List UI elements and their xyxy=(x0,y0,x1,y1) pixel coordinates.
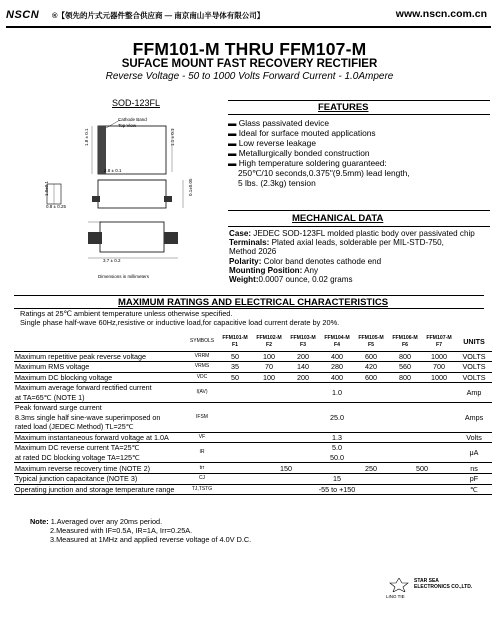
dim-f: 1.0±0.1 xyxy=(44,181,49,196)
feature-solder-2: 5 lbs. (2.3kg) tension xyxy=(238,178,316,188)
row-label: Maximum average forward rectified current at TA=65℃ (NOTE 1) xyxy=(15,383,152,402)
cathode-band-label: Cathode Band xyxy=(118,117,147,122)
part-header: FFM107-M F7 xyxy=(426,334,452,348)
row-symbol: I(AV) xyxy=(196,389,208,396)
cell: 400 xyxy=(331,351,343,361)
cell: 560 xyxy=(399,362,411,372)
unit: Volts xyxy=(466,433,482,443)
mechanical-heading: MECHANICAL DATA xyxy=(292,213,384,224)
row-label: Maximum DC blocking voltage xyxy=(15,372,113,382)
cell: 1.3 xyxy=(332,433,342,443)
unit: μA xyxy=(469,448,479,458)
row-symbol: TJ,TSTG xyxy=(191,485,213,492)
cell: 100 xyxy=(263,372,275,382)
feature-item: ▬ High temperature soldering guaranteed: xyxy=(228,158,387,168)
cell: 200 xyxy=(297,351,309,361)
features-top-rule xyxy=(228,100,490,101)
row-label: Operating junction and storage temperature range xyxy=(15,484,175,494)
cell: 1000 xyxy=(431,372,447,382)
unit: ℃ xyxy=(469,484,479,494)
cell: 150 xyxy=(280,463,292,473)
row-label: Maximum repetitive peak reverse voltage xyxy=(15,351,147,361)
cell: 400 xyxy=(331,372,343,382)
row-label: Peak forward surge current 8.3ms single half sine-wave superimposed on rated load (JEDEC Method) TL=25℃ xyxy=(15,403,161,432)
feature-item: ▬ Low reverse leakage xyxy=(228,138,316,148)
cell: 500 xyxy=(416,463,428,473)
notes: Note: 1.Averaged over any 20ms period. 2.Measured with IF=0.5A, IR=1A, Irr=0.25A. 3.Measured at 1MHz and applied reverse voltage of 4.0V D.C. xyxy=(30,517,252,544)
mech-bottom-rule xyxy=(228,226,490,227)
cell: 420 xyxy=(365,362,377,372)
feature-item: ▬ Metallurgically bonded construction xyxy=(228,148,370,158)
unit: VOLTS xyxy=(462,362,486,372)
cell: -55 to +150 xyxy=(318,484,356,494)
ratings-notes: Ratings at 25℃ ambient temperature unless otherwise specified. Single phase half-wave 60Hz,resistive or inductive load,for capacitive load current derate by 20%. xyxy=(20,309,340,327)
cell: 25.0 xyxy=(330,413,344,423)
part-header: FFM106-M F6 xyxy=(392,334,418,348)
row-symbol: VRMS xyxy=(194,363,210,370)
page-subline: Reverse Voltage - 50 to 1000 Volts Forward Current - 1.0Ampere xyxy=(105,71,394,82)
dim-e: 1.1 ± 0.1 xyxy=(170,128,175,146)
cell: 1000 xyxy=(431,351,447,361)
feature-solder-1: 250℃/10 seconds,0.375"(9.5mm) lead length, xyxy=(238,168,410,178)
row-symbol: IR xyxy=(199,449,205,456)
cell: 800 xyxy=(399,351,411,361)
unit: ns xyxy=(470,463,478,473)
cell: 800 xyxy=(399,372,411,382)
cell: 100 xyxy=(263,351,275,361)
cell: 5.0 50.0 xyxy=(330,443,344,462)
row-label: Maximum DC reverse current TA=25℃ at rated DC blocking voltage TA=125℃ xyxy=(15,443,141,462)
part-header: FFM103-M F3 xyxy=(290,334,316,348)
part-header: FFM101-M F1 xyxy=(222,334,248,348)
row-label: Maximum instantaneous forward voltage at 1.0A xyxy=(15,433,169,443)
brand-logo: NSCN xyxy=(6,9,40,21)
cell: 600 xyxy=(365,372,377,382)
part-header: FFM104-M F4 xyxy=(324,334,350,348)
top-view-label: Top View xyxy=(118,123,137,128)
cell: 700 xyxy=(433,362,445,372)
row-symbol: IFSM xyxy=(196,414,208,421)
package-drawing xyxy=(40,108,225,293)
row-symbol: VF xyxy=(198,434,206,441)
ratings-heading: MAXIMUM RATINGS AND ELECTRICAL CHARACTERISTICS xyxy=(118,297,389,308)
unit: pF xyxy=(469,474,479,484)
cell: 15 xyxy=(333,474,341,484)
dim-d: 1.8 ± 0.1 xyxy=(84,128,89,146)
cell: 600 xyxy=(365,351,377,361)
cell: 35 xyxy=(231,362,239,372)
star-logo-icon xyxy=(386,578,412,592)
unit: VOLTS xyxy=(462,351,486,361)
cell: 250 xyxy=(365,463,377,473)
header-company-text: ®【领先的片式元器件整合供应商 — 南京南山半导体有限公司】 xyxy=(52,11,265,20)
dim-b: 0.8 ± 0.25 xyxy=(46,204,66,209)
feature-item: ▬ Glass passivated device xyxy=(228,118,330,128)
cell: 50 xyxy=(231,372,239,382)
features-list xyxy=(228,118,410,188)
row-label: Maximum reverse recovery time (NOTE 2) xyxy=(15,463,150,473)
unit: Amp xyxy=(466,388,482,398)
dim-c: 3.7 ± 0.2 xyxy=(103,258,121,263)
dims-note: Dimensions in millimeters xyxy=(98,274,150,279)
feature-item: ▬ Ideal for surface mouted applications xyxy=(228,128,376,138)
symbols-header: SYMBOLS xyxy=(189,338,215,345)
row-symbol: VDC xyxy=(196,373,208,380)
row-symbol: CJ xyxy=(198,475,206,482)
features-heading: FEATURES xyxy=(318,102,369,113)
dim-a: 2.8 ± 0.1 xyxy=(104,168,122,173)
part-header: FFM102-M F2 xyxy=(256,334,282,348)
mech-top-rule xyxy=(228,210,490,211)
page-title: FFM101-M THRU FFM107-M xyxy=(132,39,367,59)
header-divider xyxy=(6,26,491,28)
cell: 50 xyxy=(231,351,239,361)
part-header: FFM105-M F5 xyxy=(358,334,384,348)
ratings-table xyxy=(14,333,492,495)
cell: 200 xyxy=(297,372,309,382)
dim-g: 0.1±0.05 xyxy=(188,178,193,196)
page-subtitle: SUFACE MOUNT FAST RECOVERY RECTIFIER xyxy=(121,58,378,70)
features-bottom-rule xyxy=(228,114,490,115)
row-label: Maximum RMS voltage xyxy=(15,362,90,372)
cell: 70 xyxy=(265,362,273,372)
cell: 140 xyxy=(297,362,309,372)
row-symbol: trr xyxy=(199,464,205,471)
footer-brand: STAR SEA ELECTRONICS CO.,LTD. xyxy=(414,578,473,590)
package-label: SOD-123FL xyxy=(112,98,161,108)
header-url[interactable]: www.nscn.com.cn xyxy=(395,8,487,20)
row-label: Typical junction capacitance (NOTE 3) xyxy=(15,474,138,484)
unit: Amps xyxy=(464,413,484,423)
units-header: UNITS xyxy=(463,337,485,347)
footer-small: LING TIE xyxy=(386,594,405,599)
ratings-top-rule xyxy=(14,295,484,296)
unit: VOLTS xyxy=(462,372,486,382)
row-symbol: VRRM xyxy=(194,352,210,359)
cell: 280 xyxy=(331,362,343,372)
cell: 1.0 xyxy=(332,388,342,398)
mechanical-data: Case: JEDEC SOD-123FL molded plastic body over passivated chip Terminals: Plated axial leads, solderable per MIL-STD-750, Method 2026 Polarity: Color band denotes cathode end Mounting Position: Any Weight:0.0007 ounce, 0.02 grams xyxy=(229,229,475,285)
